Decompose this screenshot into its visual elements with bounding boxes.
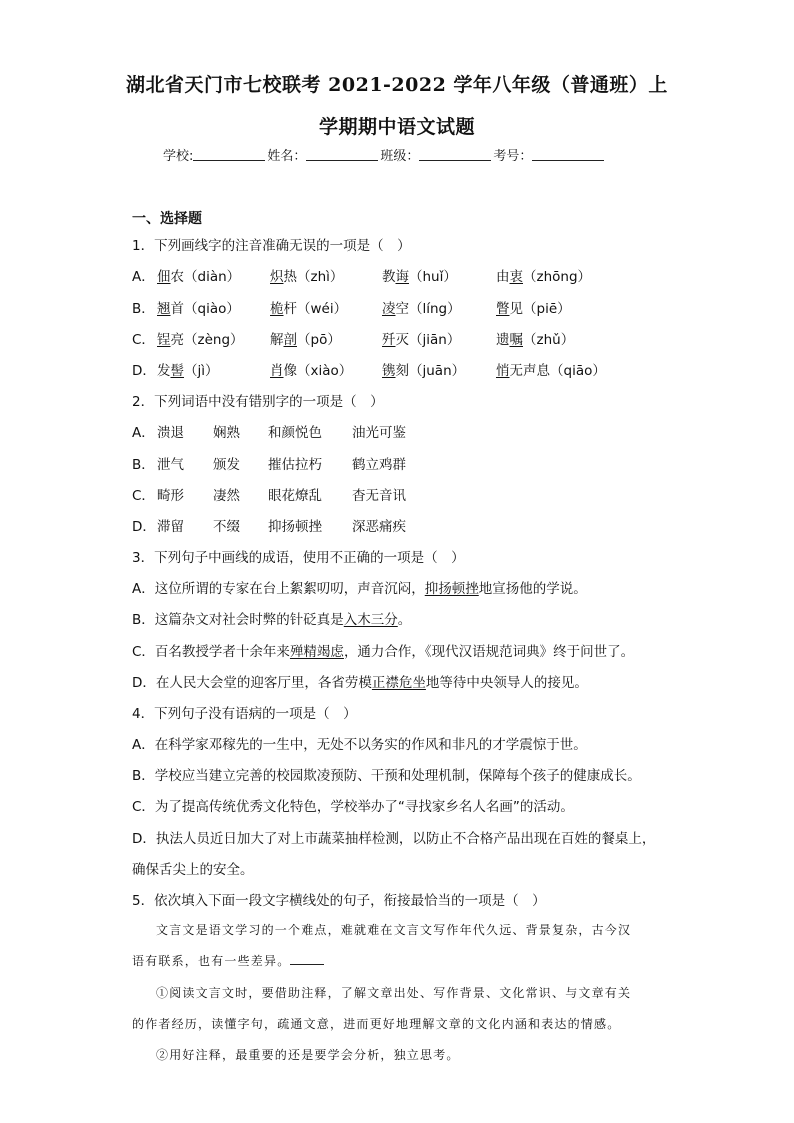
question-4-stem: 4．下列句子没有语病的一项是（ ） xyxy=(132,706,357,722)
option-label: D． xyxy=(132,519,156,535)
item-pinyin: （jì） xyxy=(184,363,219,379)
option-item xyxy=(157,359,219,379)
item-text: 发 xyxy=(157,363,171,379)
item-pinyin: 无声息（qiāo） xyxy=(509,363,606,379)
option-word: 娴熟 xyxy=(213,425,240,441)
underlined-char: 锃 xyxy=(157,332,171,348)
option-sentence xyxy=(132,608,411,628)
option-item xyxy=(270,265,343,285)
option-sentence: D．执法人员近日加大了对上市蔬菜抽样检测，以防止不合格产品出现在百姓的餐桌上， xyxy=(132,831,656,847)
underlined-char: 歼 xyxy=(382,332,396,348)
sentence-text: 。 xyxy=(397,612,412,628)
option-item xyxy=(496,359,606,379)
passage-line-2-text: 语有联系，也有一些差异。 xyxy=(132,954,291,968)
school-label: 学校: xyxy=(163,149,194,164)
option-word: 颁发 xyxy=(213,457,240,473)
underlined-char: 肖 xyxy=(270,363,284,379)
passage-line-1: 文言文是语文学习的一个难点，难就难在文言文写作年代久远、背景复杂，古今汉 xyxy=(156,923,632,937)
section-heading: 一、选择题 xyxy=(132,211,202,227)
option-item xyxy=(496,265,591,285)
option-item xyxy=(157,328,244,348)
underlined-char: 髻 xyxy=(170,363,184,379)
underlined-char: 镌 xyxy=(382,363,396,379)
item-text: 解 xyxy=(270,332,284,348)
option-sentence: C．为了提高传统优秀文化特色，学校举办了“寻找家乡名人名画”的活动。 xyxy=(132,799,574,815)
underlined-char: 桅 xyxy=(270,301,284,317)
option-sentence: B．学校应当建立完善的校园欺凌预防、干预和处理机制，保障每个孩子的健康成长。 xyxy=(132,768,641,784)
option-word: 溃退 xyxy=(157,425,184,441)
question-3-stem: 3．下列句子中画线的成语，使用不正确的一项是（ ） xyxy=(132,550,465,566)
option-label: A． xyxy=(132,425,155,441)
underlined-char: 炽 xyxy=(270,269,284,285)
option-item xyxy=(157,297,240,317)
number-label: 考号： xyxy=(493,149,533,164)
option-word: 眼花燎乱 xyxy=(268,488,322,504)
underlined-idiom: 殚精竭虑 xyxy=(289,644,344,660)
underlined-char: 诲 xyxy=(395,269,409,285)
option-word: 摧估拉朽 xyxy=(268,457,322,473)
option-label: D． xyxy=(132,363,156,379)
question-5-stem: 5．依次填入下面一段文字横线处的句子，衔接最恰当的一项是（ ） xyxy=(132,893,546,909)
name-blank[interactable] xyxy=(306,148,378,161)
option-label: A． xyxy=(132,269,155,285)
item-pinyin: 热（zhì） xyxy=(283,269,344,285)
option-label: B． xyxy=(132,457,155,473)
option-word: 不缀 xyxy=(213,519,240,535)
underlined-char: 瞥 xyxy=(496,301,510,317)
item-pinyin: （pō） xyxy=(297,332,341,348)
item-pinyin: 首（qiào） xyxy=(170,301,240,317)
item-text: 由 xyxy=(496,269,510,285)
exam-title-line-2: 学期期中语文试题 xyxy=(318,116,475,138)
number-blank[interactable] xyxy=(532,148,604,161)
option-item xyxy=(157,265,240,285)
class-blank[interactable] xyxy=(419,148,491,161)
underlined-char: 翘 xyxy=(157,301,171,317)
name-label: 姓名： xyxy=(267,149,307,164)
sentence-text: 地等待中央领导人的接见。 xyxy=(425,675,588,691)
item-pinyin: 杆（wéi） xyxy=(283,301,348,317)
fill-in-blank[interactable] xyxy=(290,954,324,965)
option-item xyxy=(382,359,465,379)
passage-line-2 xyxy=(132,952,662,969)
option-sentence xyxy=(132,640,634,660)
option-word: 泄气 xyxy=(157,457,184,473)
option-sentence xyxy=(132,671,588,691)
item-pinyin: 农（diàn） xyxy=(170,269,241,285)
sentence-text: B．这篇杂文对社会时弊的针砭真是 xyxy=(132,612,344,628)
item-pinyin: 刻（juān） xyxy=(395,363,466,379)
underlined-char: 剖 xyxy=(283,332,297,348)
underlined-idiom: 正襟危坐 xyxy=(371,675,426,691)
passage-line-5: ②用好注释，最重要的还是要学会分析，独立思考。 xyxy=(156,1048,460,1062)
option-label: B． xyxy=(132,301,155,317)
sentence-text: 地宣扬他的学说。 xyxy=(478,581,587,597)
item-pinyin: 像（xiào） xyxy=(283,363,353,379)
passage-line-4: 的作者经历，读懂字句，疏通文意，进而更好地理解文章的文化内涵和表达的情感。 xyxy=(132,1017,621,1031)
option-item xyxy=(382,328,460,348)
option-sentence: 确保舌尖上的安全。 xyxy=(132,862,254,878)
sentence-text: A．这位所谓的专家在台上絮絮叨叨，声音沉闷， xyxy=(132,581,425,597)
option-word: 杳无音讯 xyxy=(352,488,406,504)
sentence-text: D．在人民大会堂的迎客厅里，各省劳模 xyxy=(132,675,372,691)
option-sentence: A．在科学家邓稼先的一生中，无处不以务实的作风和非凡的才学震惊于世。 xyxy=(132,737,587,753)
student-info-row xyxy=(163,145,606,164)
underlined-char: 悄 xyxy=(496,363,510,379)
option-word: 畸形 xyxy=(157,488,184,504)
option-sentence xyxy=(132,577,587,597)
question-2-stem: 2．下列词语中没有错别字的一项是（ ） xyxy=(132,394,384,410)
item-pinyin: （huǐ） xyxy=(409,269,457,285)
underlined-char: 佃 xyxy=(157,269,171,285)
underlined-char: 嘱 xyxy=(509,332,523,348)
option-word: 深恶痛疾 xyxy=(352,519,406,535)
underlined-idiom: 抑扬顿挫 xyxy=(424,581,479,597)
item-pinyin: （zhǔ） xyxy=(523,332,575,348)
option-word: 油光可鉴 xyxy=(352,425,406,441)
underlined-idiom: 入木三分 xyxy=(343,612,398,628)
option-word: 鹤立鸡群 xyxy=(352,457,406,473)
item-text: 遗 xyxy=(496,332,510,348)
passage-line-3: ①阅读文言文时，要借助注释，了解文章出处、写作背景、文化常识、与文章有关 xyxy=(156,986,632,1000)
item-pinyin: （zhōng） xyxy=(523,269,592,285)
option-word: 滞留 xyxy=(157,519,184,535)
class-label: 班级： xyxy=(380,149,420,164)
option-item xyxy=(496,328,574,348)
item-text: 教 xyxy=(382,269,396,285)
item-pinyin: 亮（zèng） xyxy=(170,332,244,348)
item-pinyin: 灭（jiān） xyxy=(395,332,461,348)
item-pinyin: 见（piē） xyxy=(509,301,571,317)
sentence-text: ，通力合作，《现代汉语规范词典》终于问世了。 xyxy=(343,644,635,660)
exam-title-line-1: 湖北省天门市七校联考 2021-2022 学年八年级（普通班）上 xyxy=(126,74,668,96)
option-label: C． xyxy=(132,488,155,504)
option-word: 和颜悦色 xyxy=(268,425,322,441)
option-item xyxy=(382,297,461,317)
option-item xyxy=(270,359,352,379)
option-word: 凄然 xyxy=(213,488,240,504)
option-item xyxy=(382,265,457,285)
option-word: 抑扬顿挫 xyxy=(268,519,322,535)
sentence-text: C．百名教授学者十余年来 xyxy=(132,644,290,660)
option-label: C． xyxy=(132,332,155,348)
question-1-stem: 1．下列画线字的注音准确无误的一项是（ ） xyxy=(132,238,411,254)
option-item xyxy=(270,328,341,348)
option-item xyxy=(270,297,347,317)
school-blank[interactable] xyxy=(193,148,265,161)
underlined-char: 凌 xyxy=(382,301,396,317)
underlined-char: 衷 xyxy=(509,269,523,285)
item-pinyin: 空（líng） xyxy=(395,301,461,317)
option-item xyxy=(496,297,571,317)
